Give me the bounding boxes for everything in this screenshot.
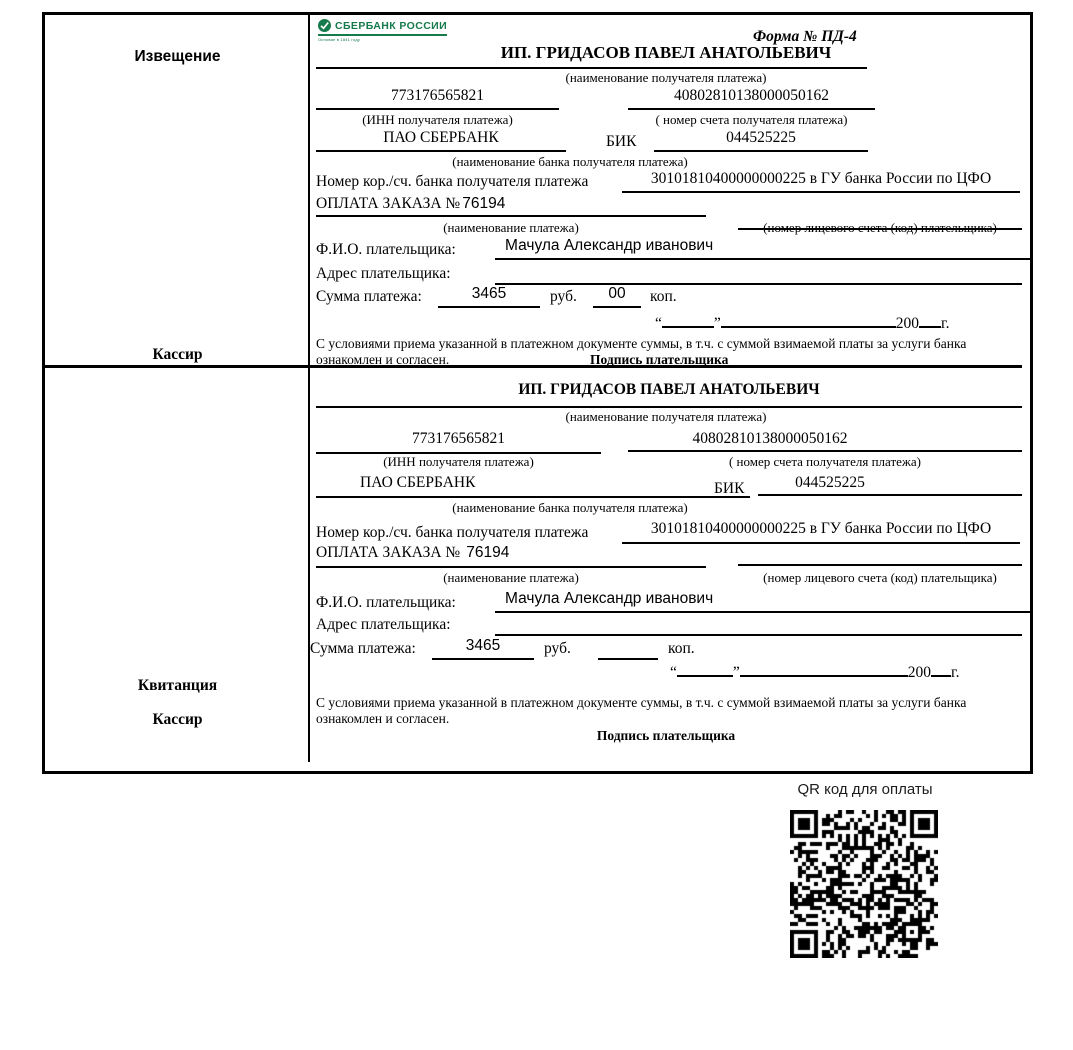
sum-label: Сумма платежа: bbox=[310, 640, 416, 657]
year-suffix: г. bbox=[941, 315, 950, 332]
year-suffix: г. bbox=[951, 664, 960, 681]
recipient-caption: (наименование получателя платежа) bbox=[565, 409, 767, 424]
bik-value: 044525225 bbox=[654, 129, 868, 152]
bik-label: БИК bbox=[606, 133, 637, 150]
sberbank-logo bbox=[318, 19, 447, 42]
inn-caption: (ИНН получателя платежа) bbox=[362, 112, 513, 127]
fio-value: Мачула Александр иванович bbox=[495, 590, 1032, 613]
quote-close: ” bbox=[713, 315, 721, 332]
personal-account-caption: (номер лицевого счета (код) плательщика) bbox=[763, 220, 997, 235]
amount-kop-value: 00 bbox=[593, 285, 641, 308]
recipient-underline bbox=[316, 67, 867, 69]
recipient-name: ИП. ГРИДАСОВ ПАВЕЛ АНАТОЛЬЕВИЧ bbox=[316, 380, 1022, 408]
sberbank-logo-text: СБЕРБАНК РОССИИ bbox=[335, 19, 448, 32]
notice-title: Извещение bbox=[134, 48, 221, 65]
receipt-body bbox=[310, 368, 1022, 762]
inn-value: 773176565821 bbox=[316, 430, 601, 454]
receipt-left-column bbox=[45, 368, 310, 762]
receipt-cashier-label: Кассир bbox=[152, 711, 203, 728]
recipient-name: ИП. ГРИДАСОВ ПАВЕЛ АНАТОЛЬЕВИЧ bbox=[500, 43, 832, 62]
inn-value: 773176565821 bbox=[316, 87, 559, 110]
bik-label: БИК bbox=[714, 480, 745, 497]
kop-label: коп. bbox=[668, 640, 695, 657]
year-prefix: 200 bbox=[895, 315, 920, 332]
rub-label: руб. bbox=[550, 288, 577, 305]
korr-value: 30101810400000000225 в ГУ банка России по ЦФО bbox=[622, 520, 1020, 544]
agreement-line2: ознакомлен и согласен. bbox=[316, 352, 450, 367]
amount-rub-value: 3465 bbox=[438, 285, 540, 308]
fio-label: Ф.И.О. плательщика: bbox=[316, 594, 456, 611]
amount-kop-value bbox=[598, 637, 658, 660]
bank-name-value: ПАО СБЕРБАНК bbox=[316, 474, 750, 498]
korr-label: Номер кор./сч. банка получателя платежа bbox=[316, 524, 589, 541]
notice-body bbox=[310, 15, 1022, 368]
address-label: Адрес плательщика: bbox=[316, 265, 451, 282]
fio-value: Мачула Александр иванович bbox=[495, 237, 1032, 260]
form-number: Форма № ПД-4 bbox=[753, 28, 857, 45]
order-number: 76194 bbox=[462, 195, 506, 212]
order-number: 76194 bbox=[466, 544, 510, 561]
qr-code bbox=[790, 810, 938, 958]
notice-cashier-label: Кассир bbox=[152, 346, 203, 363]
signature-label: Подпись плательщика bbox=[590, 352, 729, 367]
account-caption: ( номер счета получателя платежа) bbox=[655, 112, 848, 127]
quote-close: ” bbox=[732, 664, 740, 681]
account-value: 40802810138000050162 bbox=[628, 87, 875, 110]
notice-left-column bbox=[45, 15, 310, 368]
receipt-title: Квитанция bbox=[137, 677, 218, 694]
payment-purpose bbox=[316, 544, 706, 568]
korr-label: Номер кор./сч. банка получателя платежа bbox=[316, 173, 589, 190]
quote-open: “ bbox=[655, 315, 662, 332]
address-line bbox=[495, 634, 1022, 636]
signature-label: Подпись плательщика bbox=[596, 728, 736, 743]
recipient-caption: (наименование получателя платежа) bbox=[565, 70, 767, 85]
amount-rub-value: 3465 bbox=[432, 637, 534, 660]
address-line bbox=[495, 283, 1022, 285]
kop-label: коп. bbox=[650, 288, 677, 305]
rub-label: руб. bbox=[544, 640, 571, 657]
inn-caption: (ИНН получателя платежа) bbox=[383, 454, 534, 469]
bank-caption: (наименование банка получателя платежа) bbox=[452, 154, 688, 169]
account-caption: ( номер счета получателя платежа) bbox=[728, 454, 922, 469]
bik-value: 044525225 bbox=[758, 474, 1022, 496]
agreement-line1: С условиями приема указанной в платежном документе суммы, в т.ч. с суммой взимаемой платы за услуги банка bbox=[316, 695, 967, 710]
bank-caption: (наименование банка получателя платежа) bbox=[452, 500, 688, 515]
bank-name-value: ПАО СБЕРБАНК bbox=[316, 129, 566, 152]
form-pd4-box bbox=[42, 12, 1033, 774]
personal-account-line bbox=[738, 564, 1022, 566]
order-prefix: ОПЛАТА ЗАКАЗА № bbox=[316, 195, 461, 212]
korr-value: 30101810400000000225 в ГУ банка России по ЦФО bbox=[622, 170, 1020, 193]
agreement-line1: С условиями приема указанной в платежном документе суммы, в т.ч. с суммой взимаемой платы за услуги банка bbox=[316, 336, 967, 351]
sberbank-logo-tagline: Основан в 1841 году bbox=[318, 37, 361, 42]
date-line bbox=[670, 660, 960, 682]
payment-name-caption: (наименование платежа) bbox=[443, 570, 579, 585]
year-prefix: 200 bbox=[907, 664, 932, 681]
quote-open: “ bbox=[670, 664, 677, 681]
payment-name-caption: (наименование платежа) bbox=[443, 220, 579, 235]
payment-purpose bbox=[316, 195, 706, 217]
sberbank-emblem-icon bbox=[318, 19, 331, 32]
agreement-line2: ознакомлен и согласен. bbox=[316, 711, 450, 726]
address-label: Адрес плательщика: bbox=[316, 616, 451, 633]
fio-label: Ф.И.О. плательщика: bbox=[316, 241, 456, 258]
qr-caption: QR код для оплаты bbox=[797, 781, 933, 798]
personal-account-caption: (номер лицевого счета (код) плательщика) bbox=[763, 570, 997, 585]
sum-label: Сумма платежа: bbox=[316, 288, 422, 305]
account-value: 40802810138000050162 bbox=[628, 430, 1022, 452]
date-line bbox=[655, 311, 950, 333]
order-prefix: ОПЛАТА ЗАКАЗА № bbox=[316, 544, 461, 561]
